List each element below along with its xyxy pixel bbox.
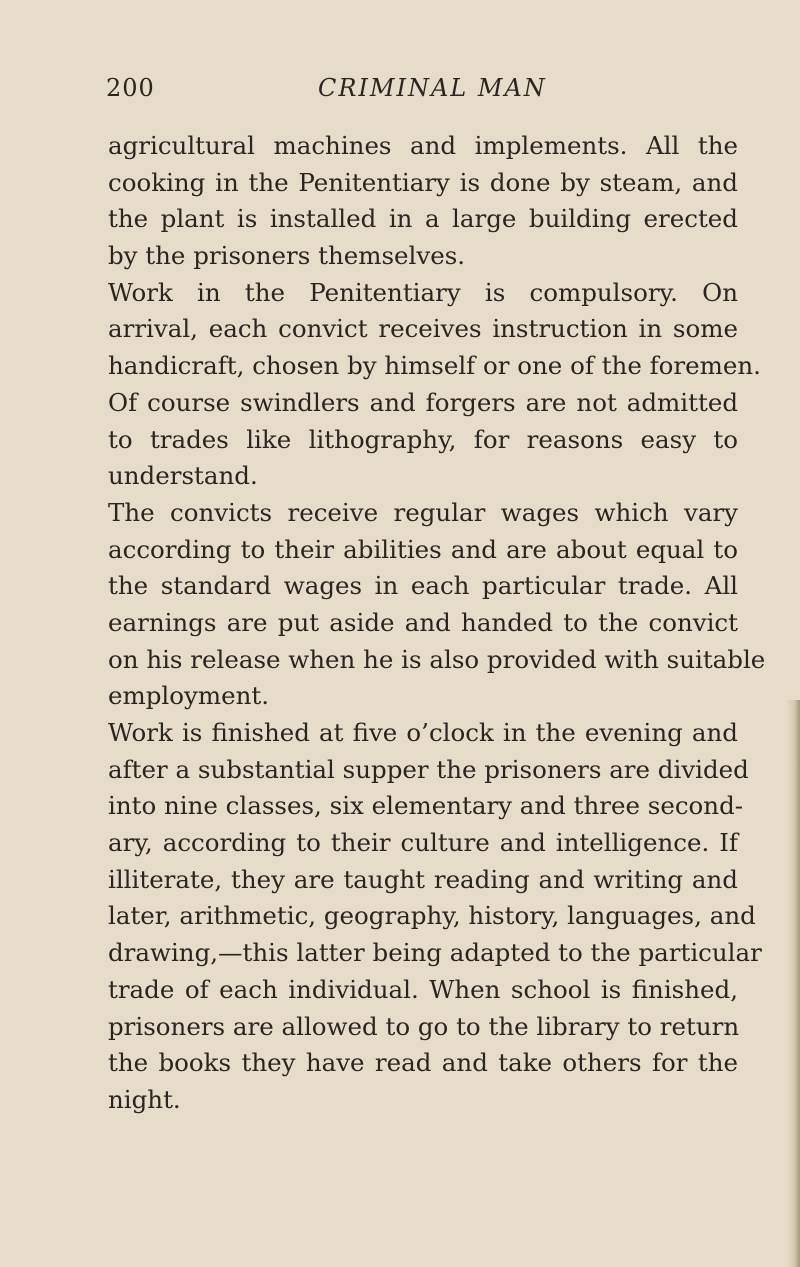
text-line: Work in the Penitentiary is compulsory. On (108, 277, 738, 307)
text-line: arrival, each convict receives instruction in some (108, 314, 738, 344)
page-edge-shadow (786, 700, 800, 1267)
text-line: understand. (108, 461, 258, 491)
text-line: into nine classes, six elementary and three second- (108, 791, 744, 821)
page-number: 200 (106, 74, 155, 102)
text-line: the plant is installed in a large building erected (108, 204, 738, 234)
text-line: Work is finished at five o’clock in the evening and (108, 718, 738, 747)
text-line: prisoners are allowed to go to the library to return (108, 1011, 740, 1041)
text-line: earnings are put aside and handed to the convict (108, 607, 738, 637)
text-line: after a substantial supper the prisoners are divided (108, 754, 749, 784)
text-line: agricultural machines and implements. All the (108, 131, 738, 160)
running-head (106, 74, 740, 110)
text-line: The convicts receive regular wages which vary (108, 497, 738, 527)
text-line: Of course swindlers and forgers are not admitted (108, 387, 738, 417)
text-line: handicraft, chosen by himself or one of the foremen. (108, 351, 761, 381)
text-line: the books they have read and take others for the (108, 1048, 738, 1078)
body-text (108, 128, 766, 1119)
text-line: to trades like lithography, for reasons easy to (108, 424, 738, 454)
text-line: trade of each individual. When school is finished, (108, 974, 738, 1004)
text-line: employment. (108, 681, 269, 711)
text-line: later, arithmetic, geography, history, languages, and (108, 901, 756, 931)
text-line: night. (108, 1084, 181, 1114)
text-line: cooking in the Penitentiary is done by steam, and (108, 167, 738, 197)
text-line: ary, according to their culture and intelligence. If (108, 828, 738, 858)
text-line: by the prisoners themselves. (108, 241, 466, 271)
text-line: drawing,—this latter being adapted to the particular (108, 938, 762, 968)
text-line: illiterate, they are taught reading and writing and (108, 864, 738, 894)
text-line: the standard wages in each particular trade. All (108, 571, 738, 601)
running-title: CRIMINAL MAN (318, 74, 547, 102)
text-line: on his release when he is also provided with suitable (108, 644, 766, 674)
text-line: according to their abilities and are about equal to (108, 534, 738, 564)
